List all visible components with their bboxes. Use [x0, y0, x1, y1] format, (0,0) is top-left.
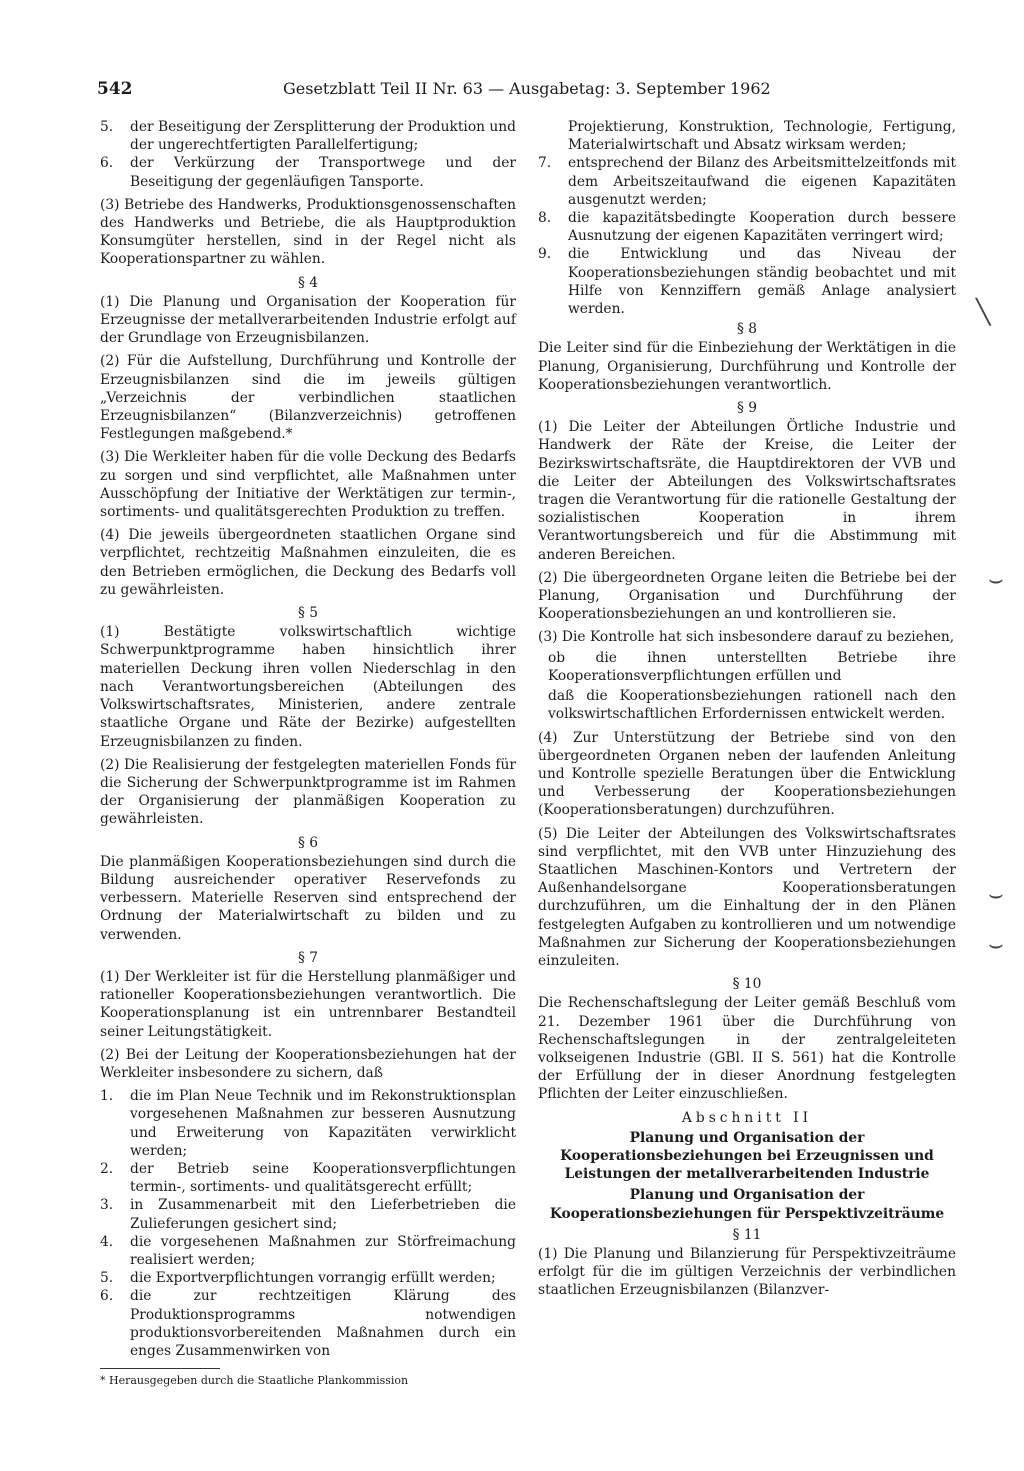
item-number: 3.: [100, 1197, 114, 1214]
running-title: Gesetzblatt Teil II Nr. 63 — Ausgabetag: 3. September 1962: [283, 79, 771, 98]
section-heading-11: § 11: [732, 1226, 762, 1243]
list-item: [538, 245, 956, 318]
item-text: die im Plan Neue Technik und im Rekonstruktionsplan vorgesehenen Maßnahmen zur besseren Ausnutzung und Erweiterung von Kapazitäten verwirklicht werden;: [130, 1088, 516, 1159]
paragraph: (4) Zur Unterstützung der Betriebe sind von den übergeordneten Organen neben der laufenden Anleitung und Kontrolle spezielle Beratungen über die Entwicklung und Verbesserung der Kooperationsbeziehungen (Kooperationsberatungen) durchzuführen.: [538, 729, 956, 819]
right-column: [538, 118, 956, 1305]
margin-curve-icon: ⌣: [988, 930, 1004, 958]
chapter-title: Planung und Organisation der Kooperationsbeziehungen bei Erzeugnissen und Leistungen der metallverarbeitenden Industrie: [560, 1129, 934, 1183]
footnote-divider: [100, 1368, 220, 1369]
margin-curve-icon: ⌣: [988, 880, 1004, 908]
paragraph: (1) Bestätigte volkswirtschaftlich wichtige Schwerpunktprogramme haben hinsichtlich ihrer materiellen Deckung ihren vollen Niederschlag in den nach Verantwortungsbereichen (Abteilungen des Volkswirtschaftsrates, Ministerien, andere zentrale staatliche Organe und Räte der Bezirke) aufgestellten Erzeugnisbilanzen zu finden.: [100, 624, 516, 750]
list-item: [100, 1196, 516, 1232]
item-text: Projektierung, Konstruktion, Technologie, Fertigung, Materialwirtschaft und Absatz wirksam werden;: [568, 119, 956, 154]
section-heading-9: § 9: [736, 400, 758, 417]
list-item: [100, 1160, 516, 1196]
paragraph: (2) Bei der Leitung der Kooperationsbeziehungen hat der Werkleiter insbesondere zu sichern, daß: [100, 1046, 516, 1081]
item-text: die kapazitätsbedingte Kooperation durch bessere Ausnutzung der eigenen Kapazitäten verringert wird;: [568, 210, 956, 245]
section-heading-6: § 6: [297, 834, 319, 851]
item-number: 1.: [100, 1088, 114, 1105]
item-text: der Verkürzung der Transportwege und der Beseitigung der gegenläufigen Tansporte.: [130, 155, 516, 190]
paragraph: (1) Der Werkleiter ist für die Herstellung planmäßiger und rationeller Kooperationsbeziehungen verantwortlich. Die Kooperationsplanung ist ein untrennbarer Bestandteil seiner Leitungstätigkeit.: [100, 968, 516, 1040]
item-number: 7.: [538, 155, 552, 172]
item-number: 8.: [538, 210, 552, 227]
paragraph: (3) Die Kontrolle hat sich insbesondere darauf zu beziehen,: [538, 629, 955, 646]
item-number: 2.: [100, 1160, 114, 1177]
paragraph: (1) Die Leiter der Abteilungen Örtliche Industrie und Handwerk der Räte der Kreise, die Leiter der Bezirkswirtschaftsräte, die Hauptdirektoren der VVB und die Leiter der Abteilungen des Volkswirtschaftsrates tragen die Verantwortung für die rationelle Gestaltung der sozialistischen Kooperation in ihrem Verantwortungsbereich und für die Abstimmung mit anderen Bereichen.: [538, 419, 956, 563]
section-heading-8: § 8: [736, 321, 758, 338]
list-item: [538, 154, 956, 209]
list-item: [100, 1233, 516, 1269]
item-number: 5.: [100, 119, 114, 135]
item-text: die zur rechtzeitigen Klärung des Produktionsprogramms notwendigen produktionsvorbereitenden Maßnahmen durch ein enges Zusammenwirken von: [130, 1288, 516, 1359]
paragraph: (3) Betriebe des Handwerks, Produktionsgenossenschaften des Handwerks und Betriebe, die als Hauptproduktion Konsumgüter herstellen, sind in der Regel nicht als Kooperationspartner zu wählen.: [100, 196, 516, 268]
list-item: [100, 118, 516, 154]
footnote: * Herausgegeben durch die Staatliche Plankommission: [100, 1374, 409, 1388]
page-number: 542: [97, 79, 133, 99]
list-item: [538, 209, 956, 245]
item-text: in Zusammenarbeit mit den Lieferbetrieben die Zulieferungen gesichert sind;: [130, 1197, 516, 1232]
list-item: [100, 1087, 516, 1160]
paragraph: (3) Die Werkleiter haben für die volle Deckung des Bedarfs zu sorgen und sind verpflichtet, alle Maßnahmen unter Ausschöpfung der Initiative der Werktätigen zur termin-, sortiments- und qualitätsgerechten Produktion zu treffen.: [100, 449, 516, 521]
abschnitt-heading: Abschnitt II: [681, 1109, 813, 1126]
item-text: die Exportverpflichtungen vorrangig erfüllt werden;: [130, 1270, 496, 1287]
paragraph: (2) Die übergeordneten Organe leiten die Betriebe bei der Planung, Organisation und Durchführung der Kooperationsbeziehungen an und kontrollieren sie.: [538, 569, 956, 623]
item-number: 4.: [100, 1233, 114, 1250]
paragraph: (1) Die Planung und Bilanzierung für Perspektivzeiträume erfolgt für die im gültigen Verzeichnis der verbindlichen staatlichen Erzeugnisbilanzen (Bilanzver-: [538, 1245, 956, 1299]
list-item: [100, 1269, 516, 1287]
list-item: [100, 154, 516, 190]
margin-curve-icon: ⌣: [988, 565, 1004, 593]
section-heading-10: § 10: [732, 976, 762, 993]
margin-stroke-icon: ╲: [976, 298, 991, 326]
paragraph: (4) Die jeweils übergeordneten staatlichen Organe sind verpflichtet, rechtzeitig Maßnahmen einzuleiten, die es den Betrieben ermöglichen, die Deckung des Bedarfs voll zu gewährleisten.: [100, 527, 516, 598]
section-heading-5: § 5: [297, 605, 319, 622]
list-item: [100, 1287, 516, 1360]
section-heading-4: § 4: [297, 274, 319, 291]
left-column: [100, 118, 516, 1390]
item-text: der Beseitigung der Zersplitterung der Produktion und der ungerechtfertigten Parallelfertigung;: [130, 119, 516, 154]
item-text: die vorgesehenen Maßnahmen zur Störfreimachung realisiert werden;: [130, 1233, 516, 1268]
paragraph: daß die Kooperationsbeziehungen rationell nach den volkswirtschaftlichen Erfordernissen entwickelt werden.: [548, 688, 956, 723]
paragraph: Die planmäßigen Kooperationsbeziehungen sind durch die Bildung ausreichender operativer Reservefonds zu verbessern. Materielle Reserven sind entsprechend der Ordnung der Materialwirtschaft zu bilden und zu verwenden.: [100, 853, 516, 943]
item-text: der Betrieb seine Kooperationsverpflichtungen termin-, sortiments- und qualitätsgerecht erfüllt;: [130, 1160, 516, 1196]
section-heading-7: § 7: [297, 949, 319, 966]
item-number: 6.: [100, 1288, 114, 1305]
paragraph: (1) Die Planung und Organisation der Kooperation für Erzeugnisse der metallverarbeitenden Industrie erfolgt auf der Grundlage von Erzeugnisbilanzen.: [100, 293, 516, 347]
paragraph: (2) Für die Aufstellung, Durchführung und Kontrolle der Erzeugnisbilanzen sind die im jeweils gültigen „Verzeichnis der verbindlichen staatlichen Erzeugnisbilanzen“ (Bilanzverzeichnis) getroffenen Festlegungen maßgebend.*: [100, 353, 516, 443]
paragraph: (2) Die Realisierung der festgelegten materiellen Fonds für die Sicherung der Schwerpunktprogramme ist im Rahmen der Organisierung der planmäßigen Kooperation zu gewährleisten.: [100, 756, 516, 828]
item-number: 6.: [100, 155, 114, 172]
item-text: die Entwicklung und das Niveau der Kooperationsbeziehungen ständig beobachtet und mit Hilfe von Kennziffern gemäß Anlage analysiert werden.: [568, 246, 956, 318]
item-text: entsprechend der Bilanz des Arbeitsmittelzeitfonds mit dem Arbeitszeitaufwand die eigenen Kapazitäten ausgenutzt werden;: [568, 155, 956, 208]
list-item-continuation: [538, 118, 956, 154]
item-number: 5.: [100, 1270, 114, 1287]
page-header: [97, 79, 959, 103]
item-number: 9.: [538, 246, 552, 263]
paragraph: ob die ihnen unterstellten Betriebe ihre Kooperationsverpflichtungen erfüllen und: [548, 649, 956, 684]
sub-title: Planung und Organisation der Kooperationsbeziehungen für Perspektivzeiträume: [549, 1187, 945, 1222]
paragraph: Die Rechenschaftslegung der Leiter gemäß Beschluß vom 21. Dezember 1961 über die Durchführung von Rechenschaftslegungen in der zentralgeleiteten volkseigenen Industrie (GBl. II S. 561) hat die Kontrolle der Erfüllung der in dieser Anordnung festgelegten Pflichten der Leiter einzuschließen.: [538, 995, 956, 1103]
paragraph: (5) Die Leiter der Abteilungen des Volkswirtschaftsrates sind verpflichtet, mit den VVB unter Hinzuziehung des Staatlichen Maschinen-Kontors und Vertretern der Außenhandelsorgane Kooperationsberatungen durchzuführen, um die Einhaltung der in den Plänen festgelegten Aufgaben zu kontrollieren und um notwendige Maßnahmen zur Sicherung der Kooperationsbeziehungen einzuleiten.: [538, 825, 956, 969]
paragraph: Die Leiter sind für die Einbeziehung der Werktätigen in die Planung, Organisierung, Durchführung und Kontrolle der Kooperationsbeziehungen verantwortlich.: [538, 340, 956, 393]
